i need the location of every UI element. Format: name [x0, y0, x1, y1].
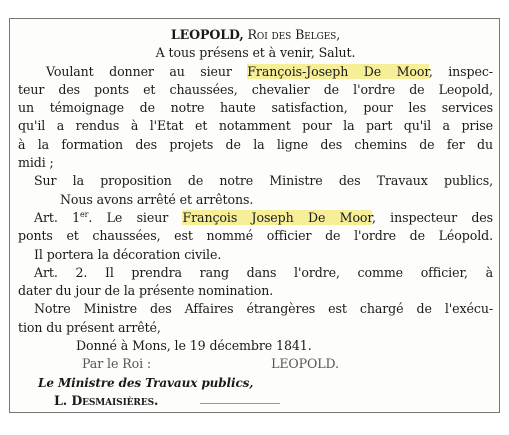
article-2-line-2: dater du jour de la présente nomination. [18, 283, 274, 299]
paragraph-1-line-2: teur des ponts et chaussées, chevalier de l'ordre de Leopold, [18, 81, 493, 97]
paragraph-3-line-1: Notre Ministre des Affaires étrangères est chargé de l'exécu- [34, 301, 493, 317]
paragraph-1-line-4: qu'il a rendus à l'Etat et notamment pour la part qu'il a prise [18, 118, 493, 134]
paragraph-1-line-1 [18, 63, 493, 81]
king-signature: LEOPOLD. [271, 356, 339, 372]
highlighted-name: François Joseph De Moor [182, 209, 372, 225]
text-fragment: Art. 1 [34, 209, 81, 225]
signature-line [18, 355, 493, 373]
paragraph-2-line-1: Sur la proposition de notre Ministre des Travaux publics, [34, 173, 493, 189]
text-fragment: Voulant donner au sieur [46, 63, 248, 79]
article-1-line-3: Il portera la décoration civile. [34, 246, 222, 262]
paragraph-2-line-2: Nous avons arrêté et arrêtons. [60, 191, 254, 207]
paragraph-3-line-2: tion du présent arrêté, [18, 319, 161, 335]
superscript: er [80, 209, 89, 219]
highlighted-name: François-Joseph De Moor [247, 63, 429, 79]
decree-salutation: A tous présens et à venir, Salut. [155, 45, 356, 61]
minister-title: Le Ministre des Travaux publics, [38, 375, 254, 390]
text-fragment: , inspec- [428, 63, 493, 79]
given-at-line: Donné à Mons, le 19 décembre 1841. [76, 338, 312, 354]
paragraph-1-line-5: à la formation des projets de la ligne des chemins de fer du [18, 136, 493, 152]
paragraph-1-line-6: midi ; [18, 155, 54, 171]
bottom-divider [200, 403, 280, 406]
minister-initial: L. [54, 392, 72, 408]
royal-decree-text [18, 26, 493, 410]
par-le-roi-label: Par le Roi : [82, 356, 152, 372]
paragraph-1-line-3: un témoignage de notre haute satisfaction, pour les services [18, 100, 493, 116]
article-2-line-1: Art. 2. Il prendra rang dans l'ordre, comme officier, à [34, 264, 493, 280]
article-1-line-2: ponts et chaussées, est nommé officier de l'ordre de Léopold. [18, 228, 493, 244]
text-fragment: , inspecteur des [371, 209, 493, 225]
article-1-line-1 [18, 209, 493, 227]
decree-heading [18, 26, 493, 44]
heading-title: Roi des Belges, [243, 27, 341, 42]
minister-name-line [18, 392, 493, 410]
text-fragment: . Le sieur [88, 209, 183, 225]
minister-name: Desmaisières. [71, 392, 159, 408]
heading-king-name: LEOPOLD, [170, 27, 244, 42]
document-frame [9, 18, 500, 413]
